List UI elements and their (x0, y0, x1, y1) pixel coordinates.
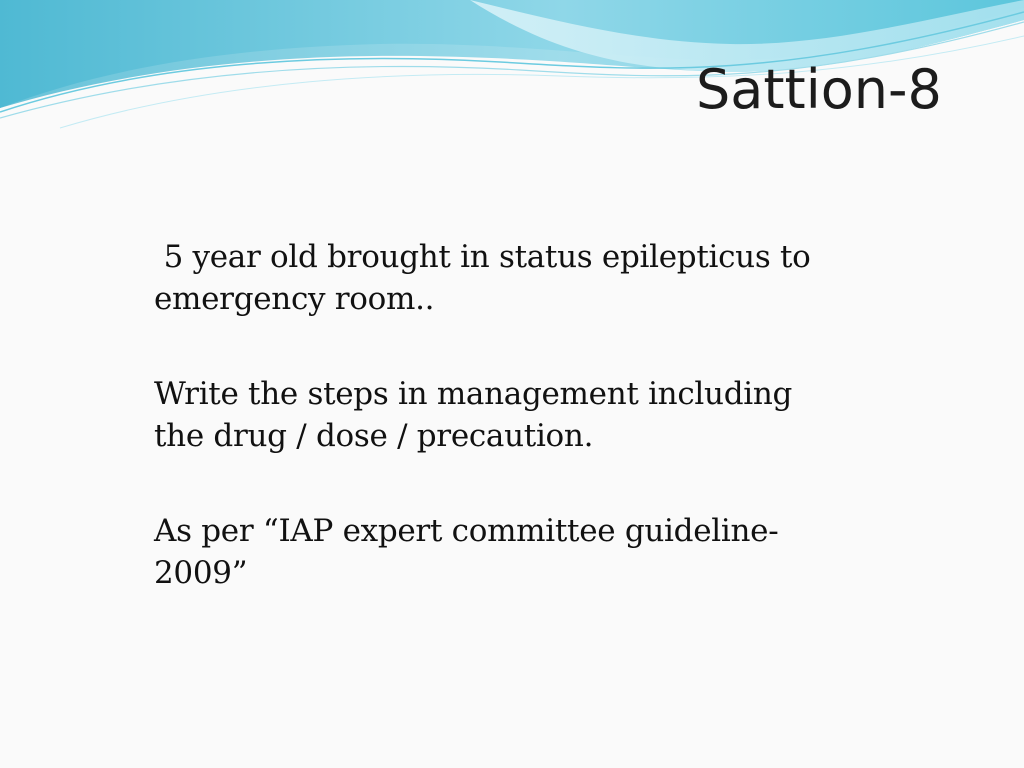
slide-title: Sattion-8 (696, 58, 942, 121)
paragraph-task: Write the steps in management including the drug / dose / precaution. (154, 376, 802, 454)
slide-body (154, 236, 834, 647)
paragraph-case: 5 year old brought in status epilepticus to emergency room.. (154, 239, 821, 317)
paragraph-reference: As per “IAP expert committee guideline-2009” (154, 513, 779, 591)
